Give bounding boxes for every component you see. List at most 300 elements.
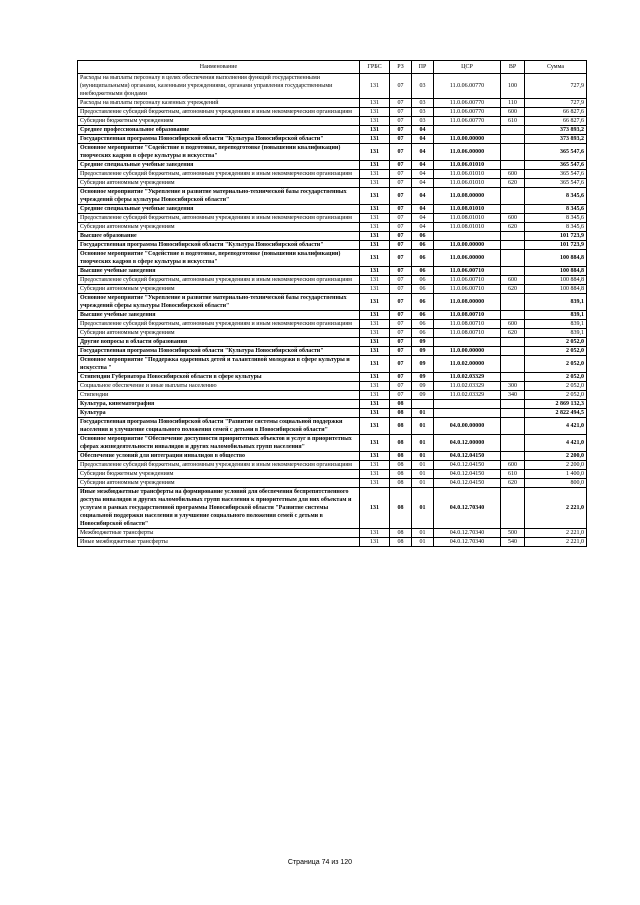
- cell-grbs: 131: [360, 356, 390, 373]
- cell-grbs: 131: [360, 538, 390, 547]
- cell-rz: 07: [390, 338, 412, 347]
- cell-grbs: 131: [360, 99, 390, 108]
- table-row: [78, 294, 587, 311]
- cell-pr: 03: [412, 117, 434, 126]
- table-row: [78, 320, 587, 329]
- table-row: [78, 144, 587, 161]
- cell-csr: 11.0.08.00000: [434, 294, 501, 311]
- cell-sum: 2 200,0: [525, 452, 587, 461]
- table-row: [78, 285, 587, 294]
- table-row: [78, 232, 587, 241]
- cell-pr: 04: [412, 161, 434, 170]
- cell-sum: 373 893,2: [525, 135, 587, 144]
- cell-grbs: 131: [360, 117, 390, 126]
- cell-rz: 08: [390, 529, 412, 538]
- cell-vr: [501, 356, 525, 373]
- table-row: [78, 452, 587, 461]
- cell-pr: 06: [412, 311, 434, 320]
- cell-vr: 600: [501, 170, 525, 179]
- cell-name: Государственная программа Новосибирской области "Культура Новосибирской области": [78, 135, 360, 144]
- cell-csr: 11.0.02.03329: [434, 382, 501, 391]
- budget-table: [77, 60, 587, 547]
- cell-csr: 04.0.12.00000: [434, 435, 501, 452]
- cell-vr: 600: [501, 320, 525, 329]
- cell-vr: 620: [501, 329, 525, 338]
- cell-sum: 2 052,0: [525, 347, 587, 356]
- cell-pr: 01: [412, 538, 434, 547]
- cell-sum: 100 884,8: [525, 285, 587, 294]
- cell-pr: 01: [412, 418, 434, 435]
- cell-vr: [501, 311, 525, 320]
- cell-name: Основное мероприятие "Укрепление и развитие материально-технической базы государственных учреждений сферы культуры Новосибирской области": [78, 294, 360, 311]
- cell-pr: 01: [412, 488, 434, 529]
- cell-sum: 100 884,8: [525, 276, 587, 285]
- cell-pr: 01: [412, 452, 434, 461]
- cell-pr: 06: [412, 320, 434, 329]
- cell-rz: 07: [390, 320, 412, 329]
- cell-pr: 09: [412, 347, 434, 356]
- cell-csr: 04.0.12.04150: [434, 452, 501, 461]
- cell-vr: [501, 205, 525, 214]
- cell-pr: 09: [412, 373, 434, 382]
- cell-vr: 110: [501, 99, 525, 108]
- cell-sum: 8 345,6: [525, 223, 587, 232]
- cell-name: Основное мероприятие "Содействие в подготовке, переподготовке (повышении квалификации) творческих кадров в сфере культуры и искусства": [78, 250, 360, 267]
- cell-grbs: 131: [360, 461, 390, 470]
- table-row: [78, 479, 587, 488]
- cell-name: Межбюджетные трансферты: [78, 529, 360, 538]
- cell-rz: 08: [390, 400, 412, 409]
- cell-pr: 01: [412, 529, 434, 538]
- cell-name: Стипендии: [78, 391, 360, 400]
- cell-grbs: 131: [360, 232, 390, 241]
- cell-vr: [501, 347, 525, 356]
- cell-rz: 07: [390, 347, 412, 356]
- cell-grbs: 131: [360, 223, 390, 232]
- cell-pr: 04: [412, 144, 434, 161]
- cell-rz: 07: [390, 74, 412, 99]
- table-row: [78, 214, 587, 223]
- header-rz: РЗ: [390, 61, 412, 74]
- cell-vr: 500: [501, 529, 525, 538]
- cell-sum: 727,9: [525, 74, 587, 99]
- cell-name: Другие вопросы в области образования: [78, 338, 360, 347]
- cell-rz: 07: [390, 214, 412, 223]
- table-row: [78, 170, 587, 179]
- cell-sum: 100 884,8: [525, 267, 587, 276]
- cell-name: Высшие учебные заведения: [78, 267, 360, 276]
- cell-grbs: 131: [360, 338, 390, 347]
- table-row: [78, 179, 587, 188]
- cell-pr: 04: [412, 170, 434, 179]
- cell-vr: 620: [501, 223, 525, 232]
- cell-rz: 07: [390, 285, 412, 294]
- cell-name: Субсидии автономным учреждениям: [78, 285, 360, 294]
- cell-csr: 04.0.12.70340: [434, 488, 501, 529]
- cell-rz: 08: [390, 488, 412, 529]
- cell-vr: 540: [501, 538, 525, 547]
- cell-pr: 04: [412, 126, 434, 135]
- cell-grbs: 131: [360, 205, 390, 214]
- cell-grbs: 131: [360, 418, 390, 435]
- cell-pr: 06: [412, 250, 434, 267]
- cell-rz: 08: [390, 452, 412, 461]
- cell-sum: 2 052,0: [525, 356, 587, 373]
- cell-vr: [501, 241, 525, 250]
- cell-csr: [434, 126, 501, 135]
- cell-pr: 03: [412, 99, 434, 108]
- cell-grbs: 131: [360, 241, 390, 250]
- cell-grbs: 131: [360, 311, 390, 320]
- cell-rz: 07: [390, 250, 412, 267]
- cell-sum: 8 345,6: [525, 205, 587, 214]
- cell-vr: [501, 488, 525, 529]
- cell-sum: 66 827,6: [525, 117, 587, 126]
- cell-rz: 07: [390, 170, 412, 179]
- cell-grbs: 131: [360, 170, 390, 179]
- table-row: [78, 409, 587, 418]
- cell-pr: 04: [412, 188, 434, 205]
- page-number: Страница 74 из 120: [287, 859, 353, 866]
- cell-name: Обеспечение условий для интеграции инвалидов в общество: [78, 452, 360, 461]
- cell-pr: 09: [412, 391, 434, 400]
- cell-vr: [501, 400, 525, 409]
- cell-sum: 373 893,2: [525, 126, 587, 135]
- cell-vr: 600: [501, 276, 525, 285]
- cell-name: Предоставление субсидий бюджетным, автономным учреждениям и иным некоммерческим организациям: [78, 461, 360, 470]
- cell-vr: [501, 294, 525, 311]
- cell-grbs: 131: [360, 179, 390, 188]
- cell-name: Стипендии Губернатора Новосибирской области в сфере культуры: [78, 373, 360, 382]
- cell-rz: 07: [390, 205, 412, 214]
- table-row: [78, 135, 587, 144]
- cell-csr: [434, 409, 501, 418]
- cell-pr: 09: [412, 338, 434, 347]
- cell-sum: 101 723,9: [525, 241, 587, 250]
- cell-sum: 100 884,8: [525, 250, 587, 267]
- table-row: [78, 276, 587, 285]
- cell-vr: [501, 161, 525, 170]
- cell-rz: 07: [390, 241, 412, 250]
- table-row: [78, 391, 587, 400]
- table-row: [78, 205, 587, 214]
- header-name: Наименование: [78, 61, 360, 74]
- table-row: [78, 338, 587, 347]
- cell-csr: 11.0.06.00710: [434, 267, 501, 276]
- cell-sum: 8 345,6: [525, 214, 587, 223]
- table-header-row: [78, 61, 587, 74]
- cell-rz: 07: [390, 223, 412, 232]
- cell-rz: 07: [390, 232, 412, 241]
- cell-name: Государственная программа Новосибирской области "Культура Новосибирской области": [78, 347, 360, 356]
- cell-grbs: 131: [360, 373, 390, 382]
- cell-name: Основное мероприятие "Обеспечение доступности приоритетных объектов и услуг в приоритетных сферах жизнедеятельности инвалидов и других маломобильных групп населения": [78, 435, 360, 452]
- cell-csr: 11.0.02.00000: [434, 356, 501, 373]
- table-row: [78, 356, 587, 373]
- cell-sum: 8 345,6: [525, 188, 587, 205]
- cell-name: Предоставление субсидий бюджетным, автономным учреждениям и иным некоммерческим организациям: [78, 170, 360, 179]
- cell-rz: 07: [390, 126, 412, 135]
- cell-rz: 07: [390, 161, 412, 170]
- cell-pr: 06: [412, 232, 434, 241]
- cell-grbs: 131: [360, 188, 390, 205]
- header-vr: ВР: [501, 61, 525, 74]
- cell-grbs: 131: [360, 488, 390, 529]
- cell-rz: 08: [390, 479, 412, 488]
- cell-csr: 11.0.08.00710: [434, 311, 501, 320]
- cell-grbs: 131: [360, 144, 390, 161]
- table-row: [78, 488, 587, 529]
- cell-sum: 1 400,0: [525, 470, 587, 479]
- cell-rz: 08: [390, 409, 412, 418]
- cell-grbs: 131: [360, 409, 390, 418]
- cell-csr: 11.0.06.00710: [434, 285, 501, 294]
- cell-name: Средние специальные учебные заведения: [78, 205, 360, 214]
- cell-csr: [434, 400, 501, 409]
- cell-name: Расходы на выплаты персоналу казенных учреждений: [78, 99, 360, 108]
- cell-vr: [501, 418, 525, 435]
- cell-pr: 04: [412, 205, 434, 214]
- table-row: [78, 382, 587, 391]
- table-row: [78, 435, 587, 452]
- cell-grbs: 131: [360, 320, 390, 329]
- table-row: [78, 99, 587, 108]
- cell-name: Субсидии бюджетным учреждениям: [78, 117, 360, 126]
- cell-sum: 4 421,0: [525, 418, 587, 435]
- cell-csr: 11.0.02.03329: [434, 391, 501, 400]
- table-body: [78, 74, 587, 547]
- cell-rz: 08: [390, 418, 412, 435]
- cell-pr: 04: [412, 223, 434, 232]
- cell-sum: 2 052,0: [525, 373, 587, 382]
- table-row: [78, 126, 587, 135]
- cell-grbs: 131: [360, 391, 390, 400]
- cell-grbs: 131: [360, 479, 390, 488]
- cell-name: Субсидии автономным учреждениям: [78, 179, 360, 188]
- cell-name: Основное мероприятие "Содействие в подготовке, переподготовке (повышении квалификации) творческих кадров в сфере культуры и искусства": [78, 144, 360, 161]
- cell-name: Предоставление субсидий бюджетным, автономным учреждениям и иным некоммерческим организациям: [78, 108, 360, 117]
- cell-csr: 11.0.06.00770: [434, 99, 501, 108]
- cell-name: Культура, кинематография: [78, 400, 360, 409]
- cell-sum: 839,1: [525, 311, 587, 320]
- cell-vr: 600: [501, 214, 525, 223]
- cell-sum: 727,9: [525, 99, 587, 108]
- cell-grbs: 131: [360, 435, 390, 452]
- cell-sum: 365 547,6: [525, 161, 587, 170]
- cell-rz: 08: [390, 470, 412, 479]
- cell-sum: 2 869 132,3: [525, 400, 587, 409]
- header-csr: ЦСР: [434, 61, 501, 74]
- cell-sum: 4 421,0: [525, 435, 587, 452]
- cell-rz: 07: [390, 329, 412, 338]
- cell-rz: 07: [390, 108, 412, 117]
- table-row: [78, 347, 587, 356]
- cell-rz: 07: [390, 294, 412, 311]
- cell-rz: 07: [390, 135, 412, 144]
- cell-vr: 610: [501, 117, 525, 126]
- cell-pr: 09: [412, 356, 434, 373]
- table-row: [78, 267, 587, 276]
- cell-grbs: 131: [360, 267, 390, 276]
- cell-grbs: 131: [360, 276, 390, 285]
- cell-name: Высшие учебные заведения: [78, 311, 360, 320]
- cell-csr: 04.0.12.04150: [434, 479, 501, 488]
- cell-vr: 600: [501, 108, 525, 117]
- cell-pr: 01: [412, 435, 434, 452]
- table-row: [78, 538, 587, 547]
- cell-pr: 06: [412, 294, 434, 311]
- cell-sum: 2 200,0: [525, 461, 587, 470]
- cell-name: Расходы на выплаты персоналу в целях обеспечения выполнения функций государственными (муниципальными) органами, казенными учреждениями, органами управления государственными внебюджетными фондами: [78, 74, 360, 99]
- cell-name: Предоставление субсидий бюджетным, автономным учреждениям и иным некоммерческим организациям: [78, 214, 360, 223]
- cell-csr: 11.0.08.01010: [434, 214, 501, 223]
- cell-rz: 07: [390, 188, 412, 205]
- cell-vr: 620: [501, 479, 525, 488]
- table-row: [78, 74, 587, 99]
- cell-vr: 610: [501, 470, 525, 479]
- cell-csr: 11.0.06.00000: [434, 144, 501, 161]
- cell-name: Социальное обеспечение и иные выплаты населению: [78, 382, 360, 391]
- cell-grbs: 131: [360, 400, 390, 409]
- cell-pr: 01: [412, 479, 434, 488]
- cell-csr: 04.0.12.04150: [434, 461, 501, 470]
- cell-csr: 11.0.08.01010: [434, 205, 501, 214]
- cell-grbs: 131: [360, 470, 390, 479]
- cell-vr: [501, 267, 525, 276]
- cell-vr: 600: [501, 461, 525, 470]
- cell-rz: 08: [390, 461, 412, 470]
- cell-sum: 839,1: [525, 294, 587, 311]
- cell-csr: 11.0.02.03329: [434, 373, 501, 382]
- table-row: [78, 108, 587, 117]
- cell-vr: [501, 409, 525, 418]
- cell-csr: 11.0.08.00710: [434, 320, 501, 329]
- cell-name: Субсидии автономным учреждениям: [78, 329, 360, 338]
- cell-csr: 11.0.06.00770: [434, 74, 501, 99]
- cell-vr: [501, 338, 525, 347]
- cell-name: Среднее профессиональное образование: [78, 126, 360, 135]
- cell-name: Основное мероприятие "Укрепление и развитие материально-технической базы государственных учреждений сферы культуры Новосибирской области": [78, 188, 360, 205]
- cell-grbs: 131: [360, 329, 390, 338]
- cell-rz: 07: [390, 311, 412, 320]
- table-row: [78, 117, 587, 126]
- cell-grbs: 131: [360, 294, 390, 311]
- cell-csr: 11.0.08.00000: [434, 188, 501, 205]
- cell-vr: [501, 373, 525, 382]
- cell-sum: 365 547,6: [525, 144, 587, 161]
- cell-pr: 01: [412, 409, 434, 418]
- cell-vr: [501, 452, 525, 461]
- cell-csr: 11.0.06.01010: [434, 161, 501, 170]
- cell-name: Субсидии бюджетным учреждениям: [78, 470, 360, 479]
- cell-rz: 08: [390, 538, 412, 547]
- cell-pr: 04: [412, 214, 434, 223]
- cell-csr: 04.0.12.70340: [434, 538, 501, 547]
- cell-name: Предоставление субсидий бюджетным, автономным учреждениям и иным некоммерческим организациям: [78, 276, 360, 285]
- cell-sum: 2 052,0: [525, 338, 587, 347]
- cell-rz: 07: [390, 117, 412, 126]
- cell-name: Субсидии автономным учреждениям: [78, 223, 360, 232]
- cell-name: Культура: [78, 409, 360, 418]
- table-row: [78, 250, 587, 267]
- cell-grbs: 131: [360, 135, 390, 144]
- cell-csr: 11.0.06.00710: [434, 276, 501, 285]
- cell-name: Государственная программа Новосибирской области "Развитие системы социальной поддержки населения и улучшение социального положения семей с детьми в Новосибирской области": [78, 418, 360, 435]
- cell-name: Средние специальные учебные заведения: [78, 161, 360, 170]
- cell-grbs: 131: [360, 214, 390, 223]
- cell-csr: 04.0.00.00000: [434, 418, 501, 435]
- cell-vr: [501, 435, 525, 452]
- cell-grbs: 131: [360, 250, 390, 267]
- cell-sum: 2 052,0: [525, 391, 587, 400]
- cell-pr: 09: [412, 382, 434, 391]
- cell-csr: 11.0.00.00000: [434, 347, 501, 356]
- cell-csr: 11.0.06.01010: [434, 170, 501, 179]
- table-row: [78, 461, 587, 470]
- cell-pr: 04: [412, 179, 434, 188]
- cell-grbs: 131: [360, 126, 390, 135]
- cell-name: Государственная программа Новосибирской области "Культура Новосибирской области": [78, 241, 360, 250]
- cell-csr: 11.0.08.01010: [434, 223, 501, 232]
- cell-csr: 11.0.06.00000: [434, 250, 501, 267]
- cell-sum: 66 827,6: [525, 108, 587, 117]
- cell-csr: 11.0.06.01010: [434, 179, 501, 188]
- cell-name: Субсидии автономным учреждениям: [78, 479, 360, 488]
- table-row: [78, 400, 587, 409]
- cell-csr: 11.0.08.00710: [434, 329, 501, 338]
- cell-vr: [501, 188, 525, 205]
- cell-grbs: 131: [360, 452, 390, 461]
- cell-grbs: 131: [360, 161, 390, 170]
- cell-grbs: 131: [360, 285, 390, 294]
- cell-pr: 06: [412, 276, 434, 285]
- cell-rz: 07: [390, 144, 412, 161]
- table-row: [78, 161, 587, 170]
- cell-vr: [501, 144, 525, 161]
- cell-sum: 2 052,0: [525, 382, 587, 391]
- cell-rz: 07: [390, 356, 412, 373]
- cell-name: Основное мероприятие "Поддержка одаренных детей и талантливой молодежи в сфере культуры и искусства ": [78, 356, 360, 373]
- cell-sum: 101 723,9: [525, 232, 587, 241]
- cell-rz: 07: [390, 391, 412, 400]
- table-row: [78, 311, 587, 320]
- cell-sum: 365 547,6: [525, 170, 587, 179]
- cell-csr: 11.0.06.00770: [434, 108, 501, 117]
- cell-sum: 365 547,6: [525, 179, 587, 188]
- cell-csr: 11.0.06.00770: [434, 117, 501, 126]
- cell-vr: 300: [501, 382, 525, 391]
- cell-csr: [434, 338, 501, 347]
- cell-rz: 07: [390, 99, 412, 108]
- cell-name: Иные межбюджетные трансферты: [78, 538, 360, 547]
- cell-rz: 07: [390, 276, 412, 285]
- cell-pr: 03: [412, 74, 434, 99]
- cell-rz: 07: [390, 267, 412, 276]
- cell-pr: 06: [412, 329, 434, 338]
- cell-sum: 2 221,0: [525, 538, 587, 547]
- cell-rz: 08: [390, 435, 412, 452]
- cell-csr: 04.0.12.04150: [434, 470, 501, 479]
- table-row: [78, 241, 587, 250]
- header-sum: Сумма: [525, 61, 587, 74]
- cell-vr: [501, 250, 525, 267]
- cell-vr: [501, 135, 525, 144]
- cell-grbs: 131: [360, 529, 390, 538]
- cell-csr: 04.0.12.70340: [434, 529, 501, 538]
- cell-csr: 11.0.00.00000: [434, 135, 501, 144]
- table-row: [78, 470, 587, 479]
- cell-pr: 01: [412, 461, 434, 470]
